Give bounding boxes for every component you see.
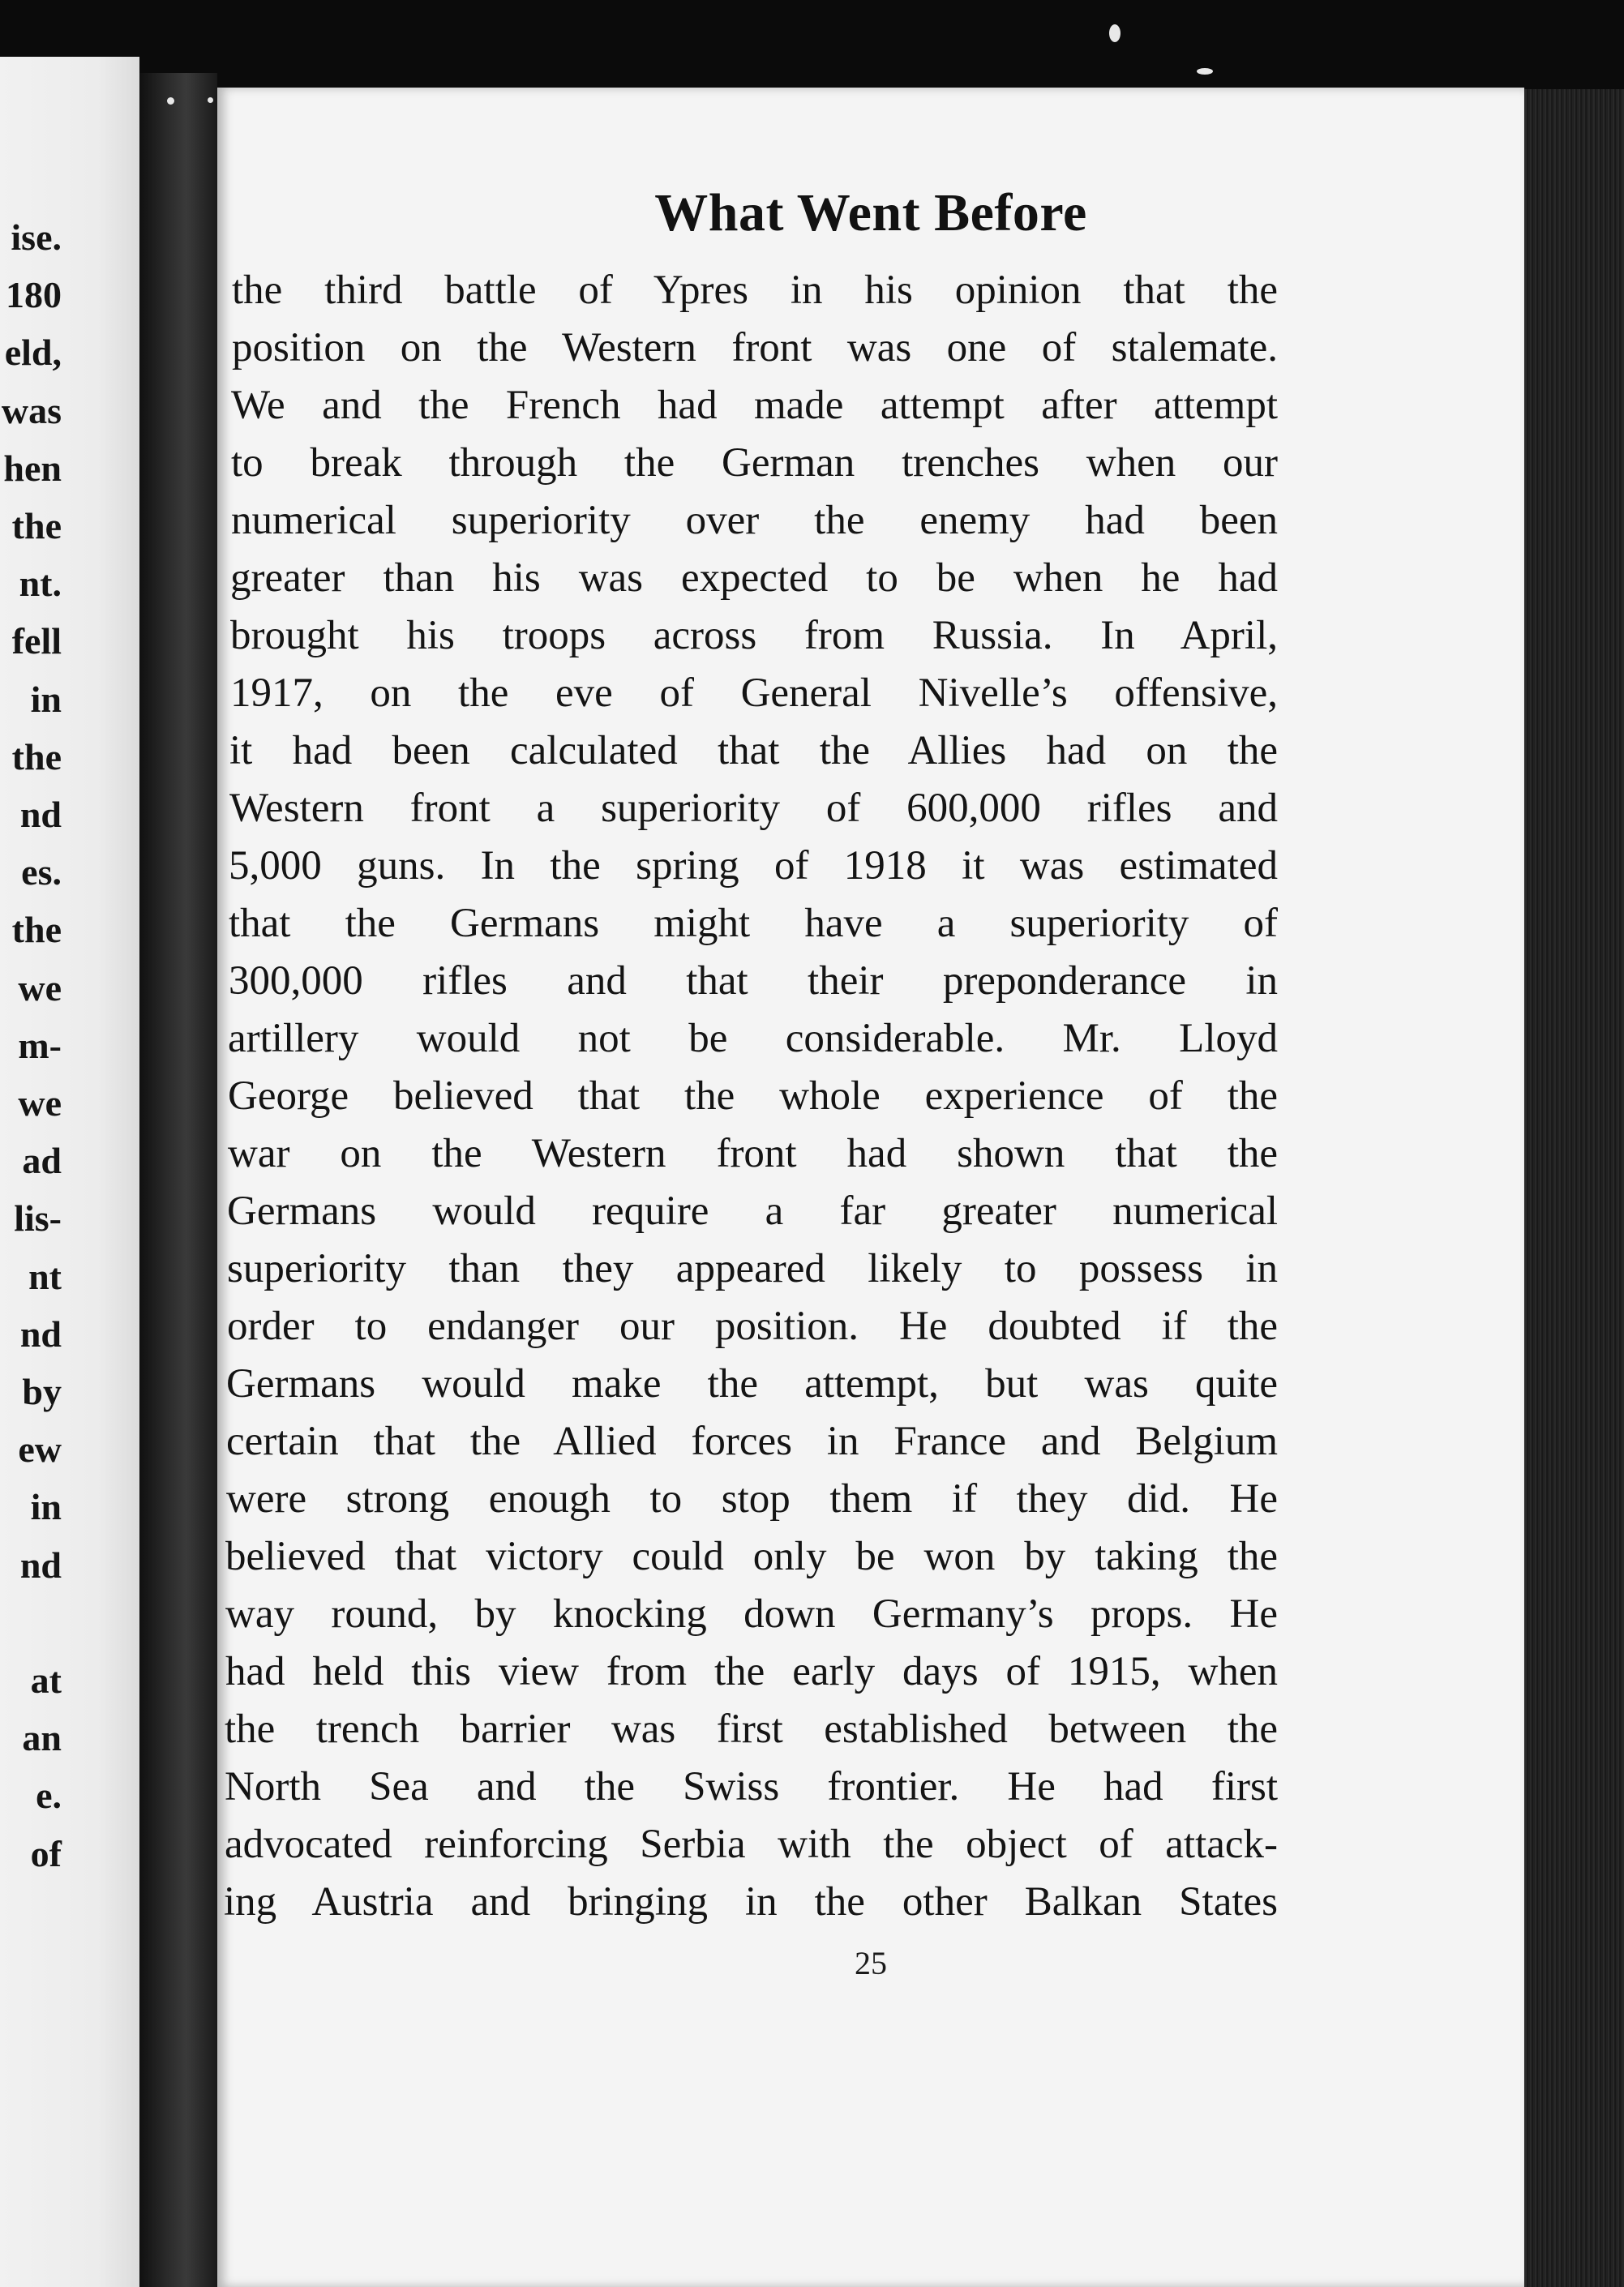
text-line: Western front a superiority of 600,000 rifles and [229, 786, 1278, 831]
previous-page-fragment: eld, [4, 332, 62, 374]
text-line: We and the French had made attempt after attempt [231, 383, 1278, 428]
previous-page-fragment: hen [3, 447, 62, 489]
previous-page-fragment: the [11, 505, 62, 546]
previous-page-fragment: at [30, 1660, 62, 1701]
book-page [217, 88, 1524, 2287]
page-body-text [224, 262, 1278, 1931]
previous-page-fragment: es. [21, 851, 62, 893]
previous-page-text-fragments [0, 57, 139, 2287]
page-stack-edge [1524, 89, 1624, 2287]
text-line: Germans would require a far greater numerical [227, 1188, 1278, 1234]
previous-page-fragment: nd [19, 1313, 62, 1355]
previous-page-fragment: of [30, 1832, 62, 1874]
previous-page-fragment: ise. [11, 216, 62, 258]
book-gutter [139, 73, 217, 2287]
previous-page-fragment: 180 [6, 274, 62, 316]
dust-speck [1197, 68, 1213, 75]
text-line: were strong enough to stop them if they did. He [226, 1476, 1278, 1522]
previous-page-fragment: the [11, 909, 62, 951]
text-line: the trench barrier was first established between the [225, 1707, 1278, 1752]
text-line: North Sea and the Swiss frontier. He had first [225, 1764, 1278, 1809]
previous-page-fragment: m- [18, 1024, 62, 1066]
previous-page-fragment: nd [19, 1544, 62, 1586]
previous-page-fragment: was [1, 389, 62, 431]
text-line: 300,000 rifles and that their preponderance in [229, 958, 1278, 1004]
dust-speck [208, 97, 213, 103]
previous-page-fragment: the [11, 735, 62, 777]
text-line: way round, by knocking down Germany’s props. He [225, 1591, 1278, 1637]
previous-page-fragment: ad [22, 1140, 62, 1182]
previous-page-fragment: we [18, 1082, 62, 1124]
text-line: to break through the German trenches when our [231, 440, 1278, 486]
text-line: ing Austria and bringing in the other Balkan States [224, 1879, 1278, 1925]
text-line: advocated reinforcing Serbia with the object of attack- [225, 1822, 1278, 1867]
text-line: the third battle of Ypres in his opinion that the [232, 268, 1278, 313]
page-title: What Went Before [654, 183, 1087, 242]
text-line: position on the Western front was one of stalemate. [232, 325, 1278, 370]
previous-page-edge [0, 57, 139, 2287]
previous-page-fragment: by [22, 1371, 62, 1412]
text-line: artillery would not be considerable. Mr. Lloyd [228, 1016, 1278, 1061]
previous-page-fragment: fell [11, 620, 62, 662]
text-line: brought his troops across from Russia. In April, [230, 613, 1278, 658]
dust-speck [1109, 24, 1121, 42]
text-line: order to endanger our position. He doubted if the [227, 1304, 1278, 1349]
text-line: superiority than they appeared likely to possess in [227, 1246, 1278, 1291]
previous-page-fragment: we [18, 966, 62, 1009]
previous-page-fragment: an [22, 1717, 62, 1759]
previous-page-fragment: lis- [14, 1197, 62, 1240]
text-line: certain that the Allied forces in France and Belgium [226, 1419, 1278, 1464]
text-line: Germans would make the attempt, but was quite [226, 1361, 1278, 1407]
text-line: 1917, on the eve of General Nivelle’s offensive, [230, 670, 1278, 716]
text-line: 5,000 guns. In the spring of 1918 it was estimated [229, 843, 1278, 889]
page-number: 25 [855, 1945, 887, 1981]
text-line: war on the Western front had shown that the [228, 1131, 1278, 1176]
previous-page-fragment: in [30, 678, 62, 720]
previous-page-fragment: ew [18, 1428, 62, 1471]
text-line: numerical superiority over the enemy had been [231, 498, 1278, 543]
text-line: believed that victory could only be won by taking the [225, 1534, 1278, 1579]
text-line: had held this view from the early days of 1915, when [225, 1649, 1278, 1694]
previous-page-fragment: nd [19, 794, 62, 835]
previous-page-fragment: e. [36, 1775, 62, 1817]
previous-page-fragment: nt [28, 1255, 62, 1297]
dust-speck [167, 97, 174, 105]
text-line: it had been calculated that the Allies had on the [229, 728, 1278, 773]
text-line: George believed that the whole experience of the [228, 1073, 1278, 1119]
previous-page-fragment: in [30, 1486, 62, 1528]
text-line: greater than his was expected to be when he had [230, 555, 1278, 601]
previous-page-fragment: nt. [19, 563, 62, 605]
text-line: that the Germans might have a superiority of [229, 901, 1278, 946]
